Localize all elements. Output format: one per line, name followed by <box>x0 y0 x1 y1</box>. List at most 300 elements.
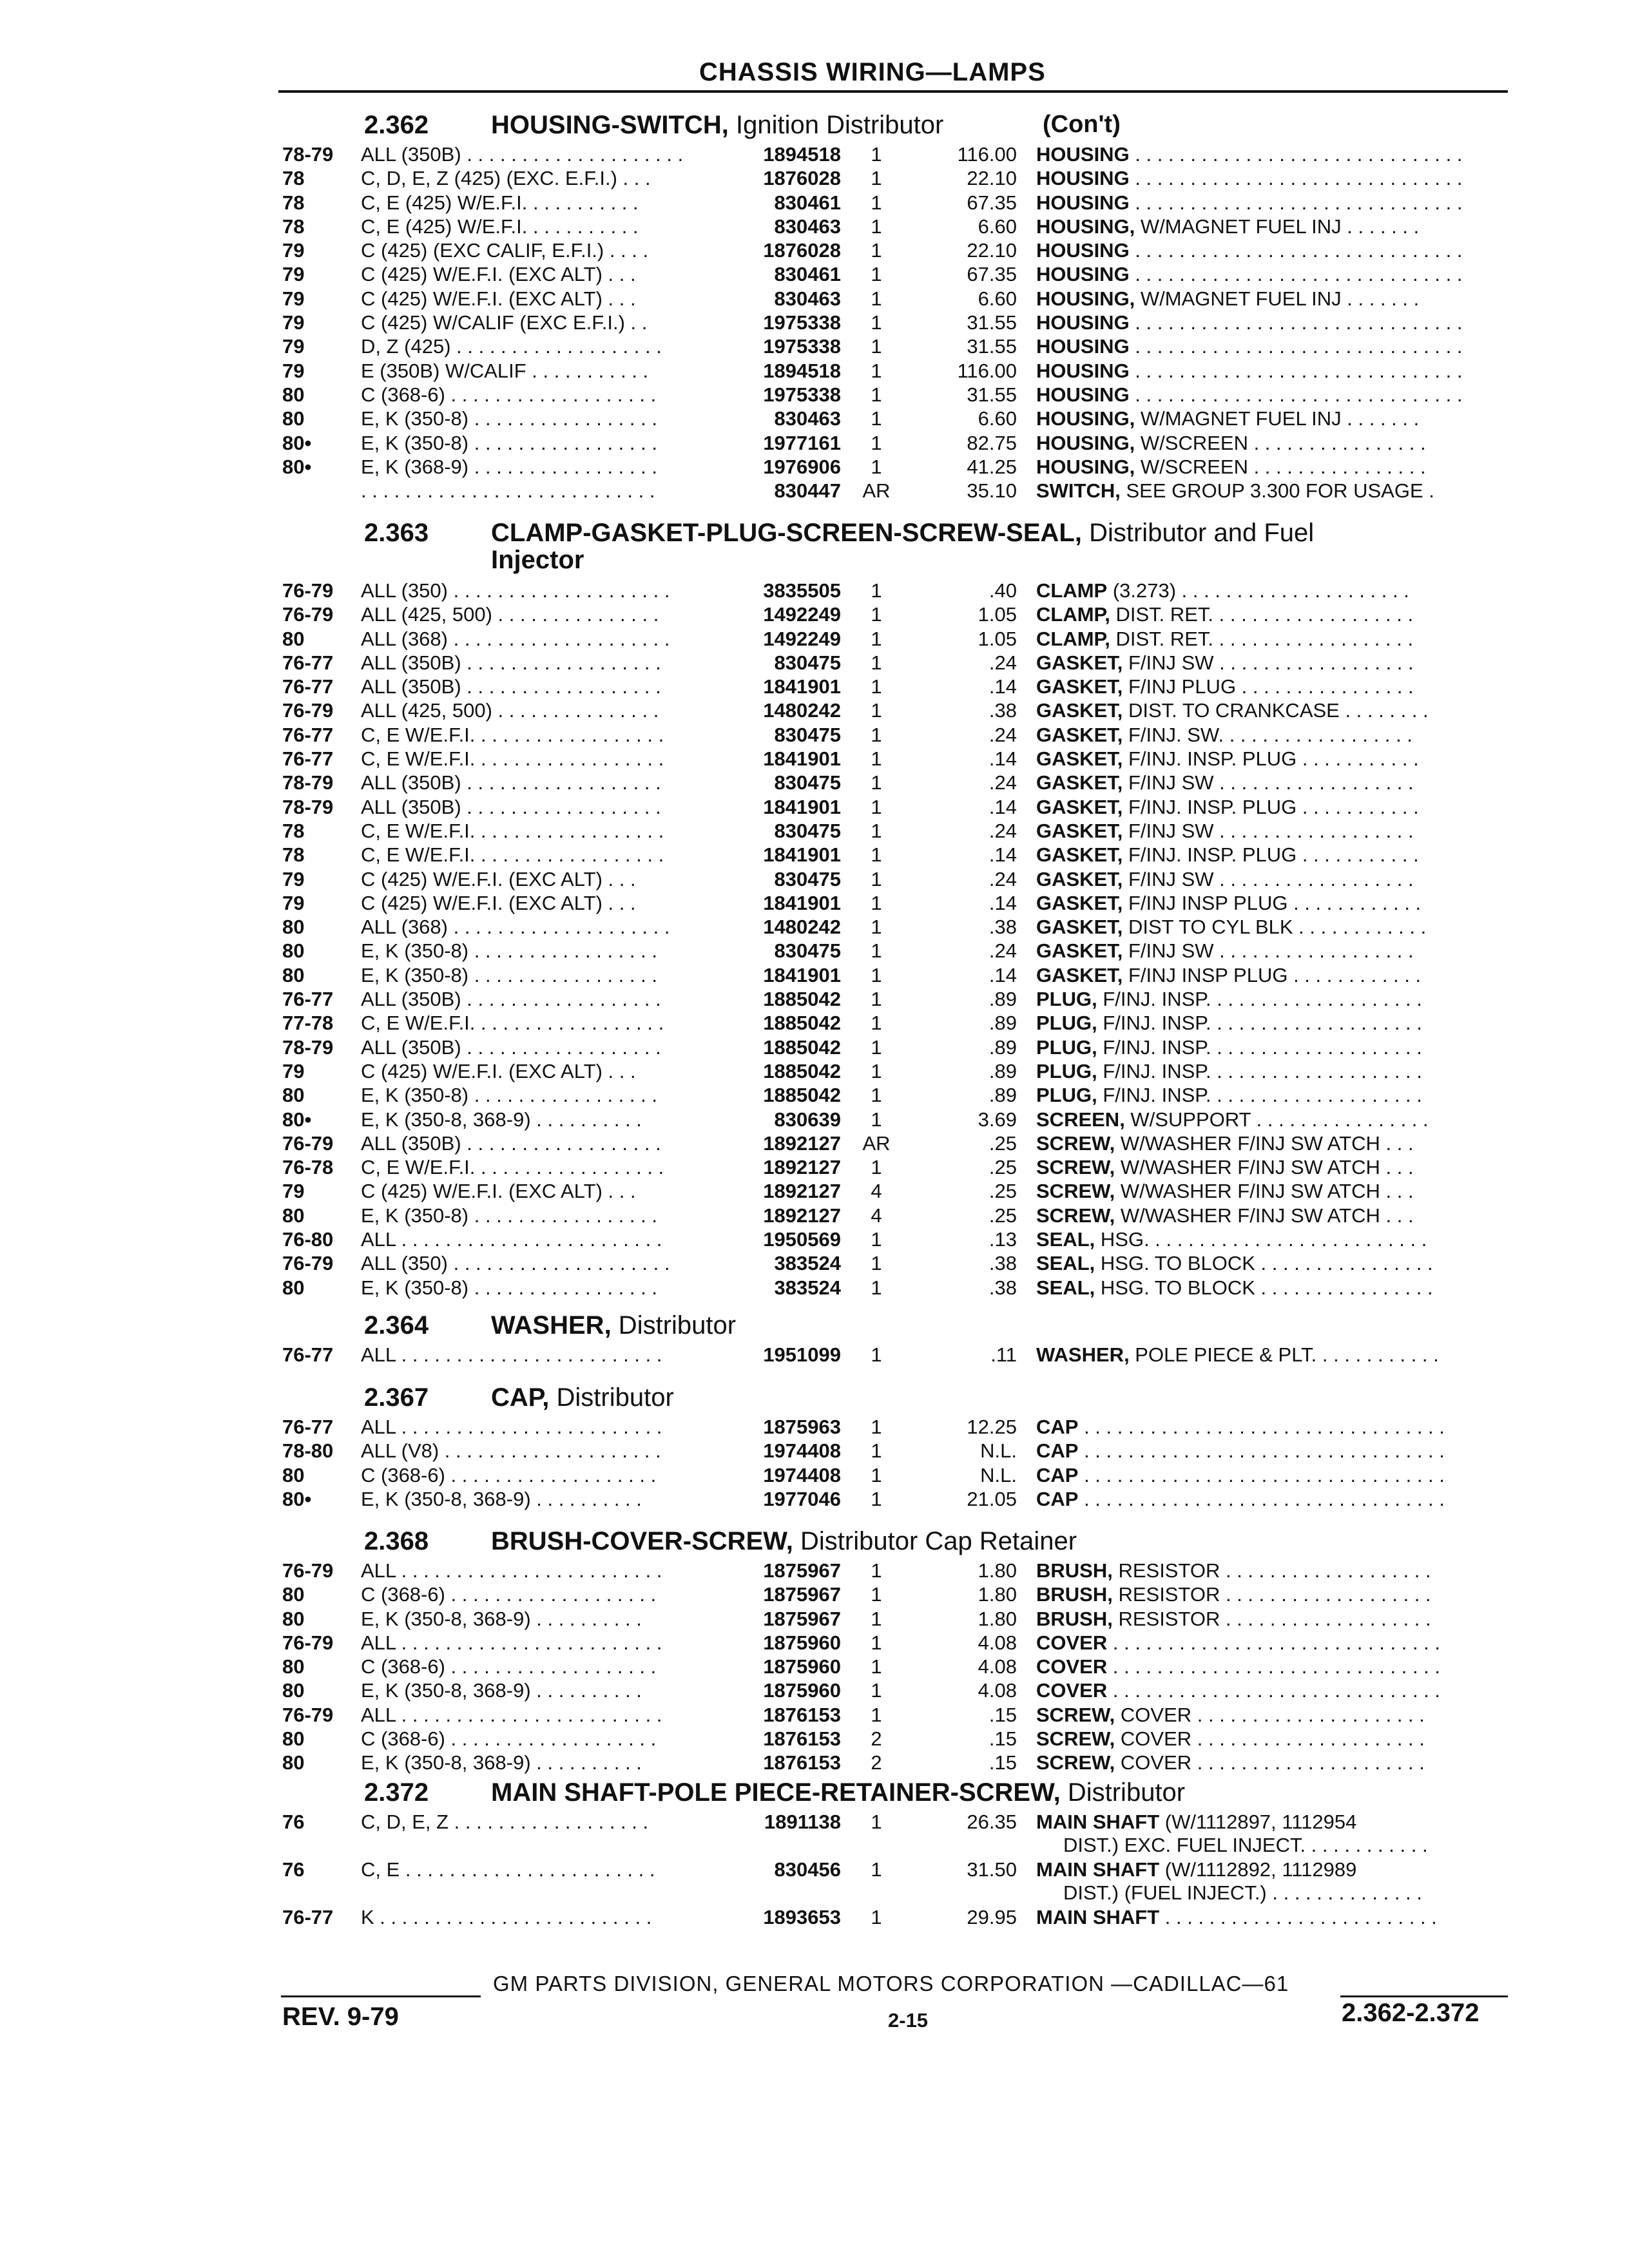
model-cell: E (350B) W/CALIF . . . . . . . . . . . <box>361 359 649 382</box>
price-cell: .38 <box>988 1276 1017 1299</box>
part-detail: . . . . . . . . . . . . . . . . . . . . . . . . . . . . . . <box>1129 263 1463 286</box>
part-name: CAP <box>1036 1487 1079 1510</box>
description-cell <box>1036 1252 1510 1275</box>
table-row <box>0 578 1629 602</box>
section-title-rest: Distributor Cap Retainer <box>793 1527 1077 1555</box>
quantity-cell: 1 <box>871 1059 882 1082</box>
description-cell <box>1036 964 1510 987</box>
part-detail: W/MAGNET FUEL INJ . . . . . . . <box>1135 407 1420 430</box>
part-number-cell: 1875960 <box>763 1679 841 1702</box>
part-detail: . . . . . . . . . . . . . . . . . . . . . . . . . . . . . . . . . <box>1078 1487 1445 1510</box>
part-detail: . . . . . . . . . . . . . . . . . . . . . . . . . . . . . . <box>1129 311 1463 334</box>
price-cell: N.L. <box>980 1463 1017 1486</box>
description-cell <box>1036 675 1510 698</box>
part-detail: W/WASHER F/INJ SW ATCH . . . <box>1115 1180 1414 1203</box>
quantity-cell: 1 <box>871 1858 882 1881</box>
year-cell: 76 <box>282 1858 305 1881</box>
model-cell: E, K (368-9) . . . . . . . . . . . . . . . . . <box>361 455 657 478</box>
model-cell: ALL (368) . . . . . . . . . . . . . . . . . . . . <box>361 916 670 939</box>
price-cell: 31.55 <box>967 335 1017 358</box>
price-cell: 1.05 <box>978 627 1017 650</box>
year-cell: 79 <box>282 1180 305 1203</box>
description-cell <box>1036 1416 1510 1439</box>
model-cell: ALL (350B) . . . . . . . . . . . . . . . . . . <box>361 795 661 818</box>
part-detail: (W/1112892, 1112989 <box>1159 1858 1357 1881</box>
part-number-cell: 1876153 <box>763 1751 841 1774</box>
part-number-cell: 1885042 <box>763 988 841 1011</box>
part-number-cell: 1975338 <box>763 335 841 358</box>
part-number-cell: 1876153 <box>763 1703 841 1726</box>
part-detail: (3.273) . . . . . . . . . . . . . . . . . . . . . <box>1107 579 1409 602</box>
quantity-cell: 4 <box>871 1180 882 1203</box>
description-cell <box>1036 699 1510 722</box>
part-number-cell: 830639 <box>774 1108 841 1131</box>
part-name: GASKET, <box>1036 963 1123 986</box>
part-number-cell: 1894518 <box>763 359 841 382</box>
part-name: SCREW, <box>1036 1131 1115 1155</box>
table-row <box>0 1035 1629 1059</box>
model-cell: ALL . . . . . . . . . . . . . . . . . . . . . . . . <box>361 1343 662 1366</box>
price-cell: 82.75 <box>967 431 1017 454</box>
part-detail: DIST. RET. . . . . . . . . . . . . . . . . . . <box>1110 627 1414 650</box>
table-row <box>0 698 1629 722</box>
part-name: SEAL, <box>1036 1228 1095 1251</box>
model-cell: E, K (350-8, 368-9) . . . . . . . . . . <box>361 1108 642 1131</box>
table-row <box>0 1107 1629 1131</box>
description-cell <box>1036 651 1510 675</box>
table-row <box>0 478 1629 502</box>
quantity-cell: 1 <box>871 1559 882 1582</box>
part-detail: . . . . . . . . . . . . . . . . . . . . . . . . . . . . . . <box>1129 359 1463 382</box>
part-number-cell: 830475 <box>774 771 841 794</box>
description-cell <box>1036 1012 1510 1035</box>
part-detail: HSG. TO BLOCK . . . . . . . . . . . . . . . . <box>1095 1252 1433 1275</box>
quantity-cell: 1 <box>871 1012 882 1035</box>
part-number-cell: 1841901 <box>763 747 841 771</box>
part-detail: W/WASHER F/INJ SW ATCH . . . <box>1115 1156 1414 1179</box>
year-cell: 78-79 <box>282 771 334 794</box>
model-cell: K . . . . . . . . . . . . . . . . . . . . . . . . . <box>361 1906 652 1928</box>
table-row <box>0 1857 1629 1905</box>
model-cell: C (425) W/E.F.I. (EXC ALT) . . . <box>361 1180 636 1203</box>
year-cell: 80 <box>282 407 305 430</box>
quantity-cell: 1 <box>871 1811 882 1833</box>
model-cell: E, K (350-8, 368-9) . . . . . . . . . . <box>361 1607 642 1630</box>
part-detail: (W/1112897, 1112954 <box>1159 1811 1357 1833</box>
price-cell: .24 <box>988 723 1017 746</box>
quantity-cell: 1 <box>871 215 882 238</box>
section-2-362 <box>0 111 1629 502</box>
part-name: SEAL, <box>1036 1252 1095 1275</box>
section-title-rest: Distributor and Fuel <box>1081 519 1315 547</box>
year-cell: 76-77 <box>282 1906 334 1928</box>
part-name: CAP <box>1036 1463 1079 1486</box>
year-cell: 79 <box>282 311 305 334</box>
model-cell: ALL (425, 500) . . . . . . . . . . . . . . . <box>361 699 659 722</box>
part-name: SCREW, <box>1036 1156 1115 1179</box>
quantity-cell: 1 <box>871 1906 882 1928</box>
table-row <box>0 382 1629 406</box>
description-cell <box>1036 1276 1510 1300</box>
part-number-cell: 830461 <box>774 263 841 286</box>
part-number-cell: 830463 <box>774 407 841 430</box>
quantity-cell: 1 <box>871 1487 882 1510</box>
table-row <box>0 1654 1629 1678</box>
description-cell <box>1036 1858 1510 1881</box>
price-cell: 22.10 <box>967 167 1017 190</box>
quantity-cell: 1 <box>871 455 882 478</box>
table-row <box>0 1486 1629 1510</box>
part-name: CAP <box>1036 1416 1079 1438</box>
quantity-cell: 1 <box>871 1108 882 1131</box>
price-cell: 3.69 <box>978 1108 1017 1131</box>
quantity-cell: 1 <box>871 723 882 746</box>
part-name: HOUSING <box>1036 143 1130 166</box>
part-detail: . . . . . . . . . . . . . . . . . . . . . . . . . . . . . . . . . <box>1078 1439 1445 1463</box>
part-detail: F/INJ PLUG . . . . . . . . . . . . . . . . <box>1123 675 1414 698</box>
year-cell: 79 <box>282 867 305 890</box>
part-name: COVER <box>1036 1631 1108 1654</box>
part-detail: F/INJ SW . . . . . . . . . . . . . . . . . . <box>1123 939 1414 963</box>
quantity-cell: 1 <box>871 1607 882 1630</box>
year-cell: 80 <box>282 1727 305 1751</box>
quantity-cell: 1 <box>871 191 882 214</box>
part-name: HOUSING, <box>1036 407 1135 430</box>
part-number-cell: 830475 <box>774 651 841 674</box>
table-row <box>0 626 1629 650</box>
description-line2: DIST.) (FUEL INJECT.) . . . . . . . . . . . . . . <box>1063 1881 1422 1904</box>
part-number-cell: 830475 <box>774 723 841 746</box>
part-detail: F/INJ. INSP. . . . . . . . . . . . . . . . . . . . <box>1097 1084 1422 1107</box>
description-cell <box>1036 1464 1510 1487</box>
part-detail: . . . . . . . . . . . . . . . . . . . . . . . . . . . . . . . . . <box>1078 1463 1445 1486</box>
table-row <box>0 1059 1629 1082</box>
table-row <box>0 1251 1629 1274</box>
description-cell <box>1036 892 1510 915</box>
year-cell: 80• <box>282 431 312 454</box>
quantity-cell: 1 <box>871 1679 882 1702</box>
description-cell <box>1036 360 1510 383</box>
part-number-cell: 830463 <box>774 287 841 310</box>
description-cell <box>1036 820 1510 843</box>
quantity-cell: 1 <box>871 867 882 890</box>
price-cell: 21.05 <box>967 1487 1017 1510</box>
part-detail: . . . . . . . . . . . . . . . . . . . . . . . . . . . . . . . . . <box>1078 1416 1445 1438</box>
model-cell: C (368-6) . . . . . . . . . . . . . . . . . . . <box>361 1727 657 1751</box>
table-row <box>0 1606 1629 1630</box>
price-cell: .15 <box>988 1703 1017 1726</box>
price-cell: 6.60 <box>978 407 1017 430</box>
year-cell: 76 <box>282 1811 305 1833</box>
year-cell: 80 <box>282 963 305 986</box>
part-detail: DIST. TO CRANKCASE . . . . . . . . <box>1123 699 1429 722</box>
part-name: HOUSING <box>1036 167 1130 190</box>
part-name: SCREW, <box>1036 1727 1115 1751</box>
description-cell <box>1036 263 1510 286</box>
description-line2: DIST.) EXC. FUEL INJECT. . . . . . . . . . . . <box>1063 1834 1428 1856</box>
part-name: GASKET, <box>1036 795 1123 818</box>
description-cell <box>1036 796 1510 819</box>
description-cell <box>1036 191 1510 215</box>
description-cell <box>1036 456 1510 479</box>
model-cell: . . . . . . . . . . . . . . . . . . . . . . . . . . . <box>361 479 655 503</box>
table-row <box>0 262 1629 285</box>
part-name: HOUSING <box>1036 335 1130 358</box>
part-name: PLUG, <box>1036 988 1097 1011</box>
price-cell: .24 <box>988 867 1017 890</box>
year-cell: 76-79 <box>282 1131 334 1155</box>
section-header <box>0 1527 1629 1558</box>
quantity-cell: 1 <box>871 1228 882 1251</box>
description-cell <box>1036 1108 1510 1131</box>
part-detail: F/INJ SW . . . . . . . . . . . . . . . . . . <box>1123 651 1414 674</box>
section-2-372 <box>0 1778 1629 1928</box>
part-number-cell: 1875960 <box>763 1655 841 1678</box>
price-cell: 6.60 <box>978 215 1017 238</box>
year-cell: 76-77 <box>282 747 334 771</box>
description-cell <box>1036 579 1510 602</box>
part-number-cell: 830475 <box>774 939 841 963</box>
part-number-cell: 830475 <box>774 867 841 890</box>
model-cell: E, K (350-8) . . . . . . . . . . . . . . . . . <box>361 407 657 430</box>
table-row <box>0 1178 1629 1202</box>
quantity-cell: 2 <box>871 1727 882 1751</box>
description-cell <box>1036 215 1510 238</box>
section-title <box>491 1383 674 1412</box>
year-cell: 76-79 <box>282 1559 334 1582</box>
table-row <box>0 867 1629 890</box>
part-name: GASKET, <box>1036 916 1123 939</box>
section-title <box>491 519 1314 548</box>
part-name: SCREW, <box>1036 1180 1115 1203</box>
price-cell: .38 <box>988 916 1017 939</box>
table-row <box>0 142 1629 166</box>
quantity-cell: AR <box>862 479 891 503</box>
price-cell: .89 <box>988 1035 1017 1059</box>
part-detail: F/INJ. INSP. PLUG . . . . . . . . . . . <box>1123 795 1419 818</box>
part-name: HOUSING <box>1036 263 1130 286</box>
part-name: CLAMP, <box>1036 627 1110 650</box>
part-detail: COVER . . . . . . . . . . . . . . . . . . . . . <box>1115 1751 1425 1774</box>
model-cell: C (425) W/E.F.I. (EXC ALT) . . . <box>361 867 636 890</box>
part-number-cell: 1885042 <box>763 1059 841 1082</box>
part-name: WASHER, <box>1036 1343 1130 1366</box>
price-cell: 67.35 <box>967 191 1017 214</box>
part-number-cell: 1894518 <box>763 143 841 166</box>
model-cell: C (368-6) . . . . . . . . . . . . . . . . . . . <box>361 383 657 406</box>
part-name: HOUSING <box>1036 239 1130 262</box>
year-cell: 78 <box>282 191 305 214</box>
part-detail: F/INJ INSP PLUG . . . . . . . . . . . . <box>1123 891 1422 914</box>
price-cell: 12.25 <box>967 1416 1017 1438</box>
part-detail: F/INJ. INSP. PLUG . . . . . . . . . . . <box>1123 747 1419 771</box>
part-detail: F/INJ INSP PLUG . . . . . . . . . . . . <box>1123 963 1422 986</box>
section-2-367 <box>0 1383 1629 1510</box>
price-cell: .14 <box>988 891 1017 914</box>
part-name: MAIN SHAFT <box>1036 1906 1160 1928</box>
model-cell: ALL . . . . . . . . . . . . . . . . . . . . . . . . <box>361 1559 662 1582</box>
description-cell <box>1036 771 1510 794</box>
description-cell <box>1036 1704 1510 1727</box>
part-number-cell: 830447 <box>774 479 841 503</box>
section-title <box>491 1311 736 1340</box>
part-number-cell: 1876028 <box>763 239 841 262</box>
description-cell <box>1036 1156 1510 1179</box>
model-cell: C, D, E, Z . . . . . . . . . . . . . . . . . . <box>361 1811 649 1833</box>
table-row <box>0 1630 1629 1654</box>
quantity-cell: 1 <box>871 239 882 262</box>
description-cell <box>1036 1180 1510 1203</box>
description-cell <box>1036 1488 1510 1511</box>
model-cell: C, E W/E.F.I. . . . . . . . . . . . . . . . . . <box>361 843 664 867</box>
year-cell: 79 <box>282 263 305 286</box>
table-row <box>0 454 1629 478</box>
part-detail: F/INJ SW . . . . . . . . . . . . . . . . . . <box>1123 867 1414 890</box>
year-cell: 78 <box>282 843 305 867</box>
part-detail: F/INJ SW . . . . . . . . . . . . . . . . . . <box>1123 819 1414 842</box>
part-name: PLUG, <box>1036 1035 1097 1059</box>
model-cell: C (425) W/CALIF (EXC E.F.I.) . . <box>361 311 648 334</box>
model-cell: E, K (350-8) . . . . . . . . . . . . . . . . . <box>361 431 657 454</box>
section-header <box>0 1311 1629 1342</box>
part-number-cell: 1480242 <box>763 916 841 939</box>
table-row <box>0 1155 1629 1178</box>
model-cell: ALL . . . . . . . . . . . . . . . . . . . . . . . . <box>361 1703 662 1726</box>
description-cell <box>1036 1655 1510 1678</box>
model-cell: C, E . . . . . . . . . . . . . . . . . . . . . . . <box>361 1858 655 1881</box>
part-number-cell: 1976906 <box>763 455 841 478</box>
section-title-line2 <box>0 546 1629 578</box>
part-name: GASKET, <box>1036 723 1123 746</box>
part-detail: W/MAGNET FUEL INJ . . . . . . . <box>1135 215 1420 238</box>
model-cell: E, K (350-8) . . . . . . . . . . . . . . . . . <box>361 1084 657 1107</box>
section-number: 2.368 <box>364 1527 429 1555</box>
model-cell: C, E W/E.F.I. . . . . . . . . . . . . . . . . . <box>361 1156 664 1179</box>
quantity-cell: 1 <box>871 651 882 674</box>
year-cell: 76-77 <box>282 723 334 746</box>
footer-publisher: GM PARTS DIVISION, GENERAL MOTORS CORPORATION —CADILLAC—61 <box>493 1972 1289 1995</box>
year-cell: 76-79 <box>282 603 334 626</box>
description-cell <box>1036 335 1510 358</box>
section-2-363 <box>0 519 1629 1299</box>
section-title-rest: Distributor <box>611 1311 737 1340</box>
part-detail: . . . . . . . . . . . . . . . . . . . . . . . . . <box>1159 1906 1437 1928</box>
price-cell: .15 <box>988 1751 1017 1774</box>
description-cell <box>1036 1906 1510 1929</box>
price-cell: 29.95 <box>967 1906 1017 1928</box>
quantity-cell: AR <box>862 1131 891 1155</box>
table-row <box>0 914 1629 938</box>
part-detail: . . . . . . . . . . . . . . . . . . . . . . . . . . . . . . <box>1107 1679 1441 1702</box>
part-number-cell: 1492249 <box>763 603 841 626</box>
year-cell: 80• <box>282 1108 312 1131</box>
model-cell: ALL (350B) . . . . . . . . . . . . . . . . . . <box>361 1131 661 1155</box>
part-name: COVER <box>1036 1679 1108 1702</box>
footer-rule-left <box>281 1995 481 1997</box>
table-row <box>0 963 1629 986</box>
year-cell: 76-80 <box>282 1228 334 1251</box>
price-cell: 26.35 <box>967 1811 1017 1833</box>
description-cell <box>1036 1727 1510 1751</box>
part-number-cell: 383524 <box>774 1276 841 1299</box>
table-row <box>0 650 1629 674</box>
part-number-cell: 1875963 <box>763 1416 841 1438</box>
part-name: GASKET, <box>1036 699 1123 722</box>
section-title <box>491 111 943 140</box>
price-cell: 22.10 <box>967 239 1017 262</box>
description-cell <box>1036 167 1510 190</box>
description-cell <box>1036 1583 1510 1606</box>
quantity-cell: 1 <box>871 675 882 698</box>
quantity-cell: 1 <box>871 1035 882 1059</box>
description-cell <box>1036 1608 1510 1631</box>
table-row <box>0 358 1629 382</box>
price-cell: 31.50 <box>967 1858 1017 1881</box>
price-cell: 116.00 <box>957 143 1017 166</box>
description-cell <box>1036 916 1510 939</box>
page-number: 2-15 <box>888 2009 929 2032</box>
part-detail: SEE GROUP 3.300 FOR USAGE . <box>1120 479 1434 503</box>
part-name: GASKET, <box>1036 771 1123 794</box>
year-cell: 79 <box>282 1059 305 1082</box>
quantity-cell: 1 <box>871 1631 882 1654</box>
table-row <box>0 334 1629 358</box>
year-cell: 80 <box>282 1655 305 1678</box>
price-cell: .25 <box>988 1204 1017 1227</box>
part-detail: RESISTOR . . . . . . . . . . . . . . . . . . . <box>1112 1607 1431 1630</box>
part-name: HOUSING, <box>1036 215 1135 238</box>
section-title-rest: Ignition Distributor <box>728 111 944 139</box>
quantity-cell: 1 <box>871 1084 882 1107</box>
price-cell: 4.08 <box>978 1631 1017 1654</box>
quantity-cell: 1 <box>871 1416 882 1438</box>
description-cell <box>1036 603 1510 626</box>
table-row <box>0 1414 1629 1438</box>
year-cell: 79 <box>282 891 305 914</box>
part-detail: . . . . . . . . . . . . . . . . . . . . . . . . . . . . . . <box>1129 239 1463 262</box>
description-cell <box>1036 724 1510 747</box>
part-number-cell: 1875967 <box>763 1607 841 1630</box>
description-cell <box>1036 628 1510 651</box>
part-number-cell: 1951099 <box>763 1343 841 1366</box>
model-cell: E, K (350-8, 368-9) . . . . . . . . . . <box>361 1751 642 1774</box>
part-name: HOUSING <box>1036 311 1130 334</box>
price-cell: 1.80 <box>978 1583 1017 1606</box>
description-cell <box>1036 407 1510 430</box>
model-cell: ALL (350B) . . . . . . . . . . . . . . . . . . <box>361 1035 661 1059</box>
section-number: 2.364 <box>364 1311 429 1340</box>
part-name: GASKET, <box>1036 819 1123 842</box>
section-range: 2.362-2.372 <box>1342 1999 1480 2027</box>
price-cell: 116.00 <box>957 359 1017 382</box>
model-cell: ALL . . . . . . . . . . . . . . . . . . . . . . . . <box>361 1416 662 1438</box>
part-name: CAP <box>1036 1439 1079 1463</box>
model-cell: C, E (425) W/E.F.I. . . . . . . . . . . <box>361 215 639 238</box>
part-name: SCREW, <box>1036 1204 1115 1227</box>
price-cell: 1.80 <box>978 1559 1017 1582</box>
quantity-cell: 1 <box>871 359 882 382</box>
price-cell: .89 <box>988 1059 1017 1082</box>
price-cell: 35.10 <box>967 479 1017 503</box>
part-number-cell: 1841901 <box>763 891 841 914</box>
table-row <box>0 190 1629 214</box>
part-name: GASKET, <box>1036 675 1123 698</box>
model-cell: ALL (V8) . . . . . . . . . . . . . . . . . . . . <box>361 1439 661 1463</box>
year-cell: 78 <box>282 819 305 842</box>
quantity-cell: 1 <box>871 1655 882 1678</box>
part-name: SCREEN, <box>1036 1108 1125 1131</box>
part-name: CLAMP, <box>1036 603 1110 626</box>
